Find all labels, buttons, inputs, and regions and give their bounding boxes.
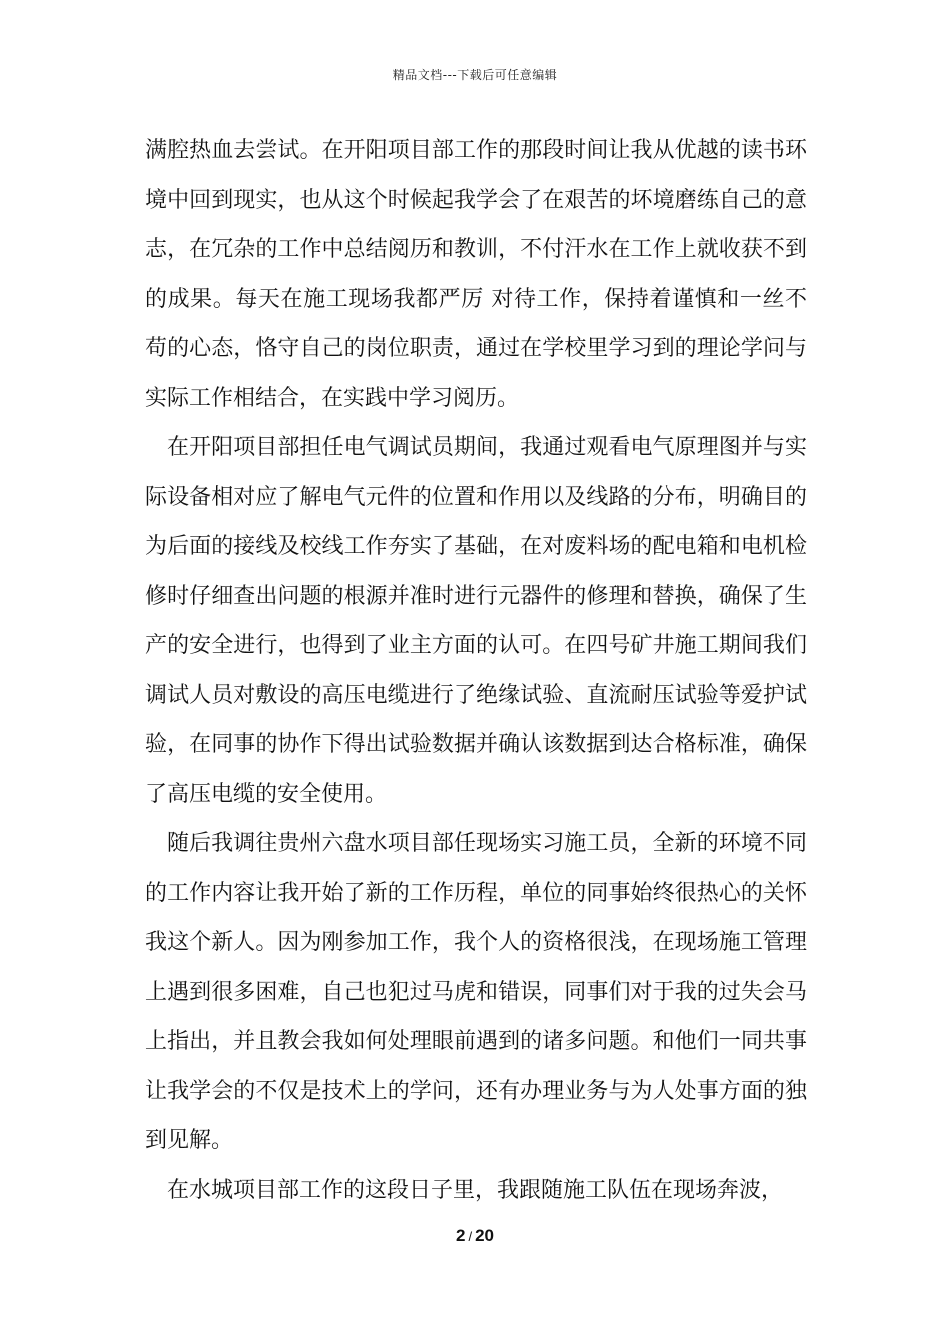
document-body <box>145 126 807 1215</box>
total-pages-number: 20 <box>475 1226 494 1245</box>
paragraph-2: 在开阳项目部担任电气调试员期间，我通过观看电气原理图并与实际设备相对应了解电气元件的位置和作用以及线路的分布，明确目的为后面的接线及校线工作夯实了基础，在对废料场的配电箱和电机检修时仔细查出问题的根源并准时进行元器件的修理和替换，确保了生产的安全进行，也得到了业主方面的认可。在四号矿井施工期间我们调试人员对敷设的高压电缆进行了绝缘试验、直流耐压试验等爱护试验，在同事的协作下得出试验数据并确认该数据到达合格标准，确保了高压电缆的安全使用。 <box>145 435 807 807</box>
paragraph-3: 随后我调往贵州六盘水项目部任现场实习施工员，全新的环境不同的工作内容让我开始了新的工作历程，单位的同事始终很热心的关怀我这个新人。因为刚参加工作，我个人的资格很浅，在现场施工管理上遇到很多困难，自己也犯过马虎和错误，同事们对于我的过失会马上指出，并且教会我如何处理眼前遇到的诸多问题。和他们一同共事让我学会的不仅是技术上的学问，还有办理业务与为人处事方面的独到见解。 <box>145 831 807 1153</box>
paragraph-4: 在水城项目部工作的这段日子里，我跟随施工队伍在现场奔波， <box>167 1177 784 1203</box>
current-page-number: 2 <box>455 1226 466 1245</box>
page-number <box>0 1226 950 1246</box>
page-separator: / <box>468 1229 473 1244</box>
page-header: 精品文档---下载后可任意编辑 <box>392 68 558 82</box>
paragraph-1: 满腔热血去尝试。在开阳项目部工作的那段时间让我从优越的读书环境中回到现实，也从这个时候起我学会了在艰苦的坏境磨练自己的意志，在冗杂的工作中总结阅历和教训，不付汗水在工作上就收获不到的成果。每天在施工现场我都严厉 对待工作，保持着谨慎和一丝不苟的心态，恪守自己的岗位职责，通过在学校里学习到的理论学问与实际工作相结合，在实践中学习阅历。 <box>145 138 807 411</box>
